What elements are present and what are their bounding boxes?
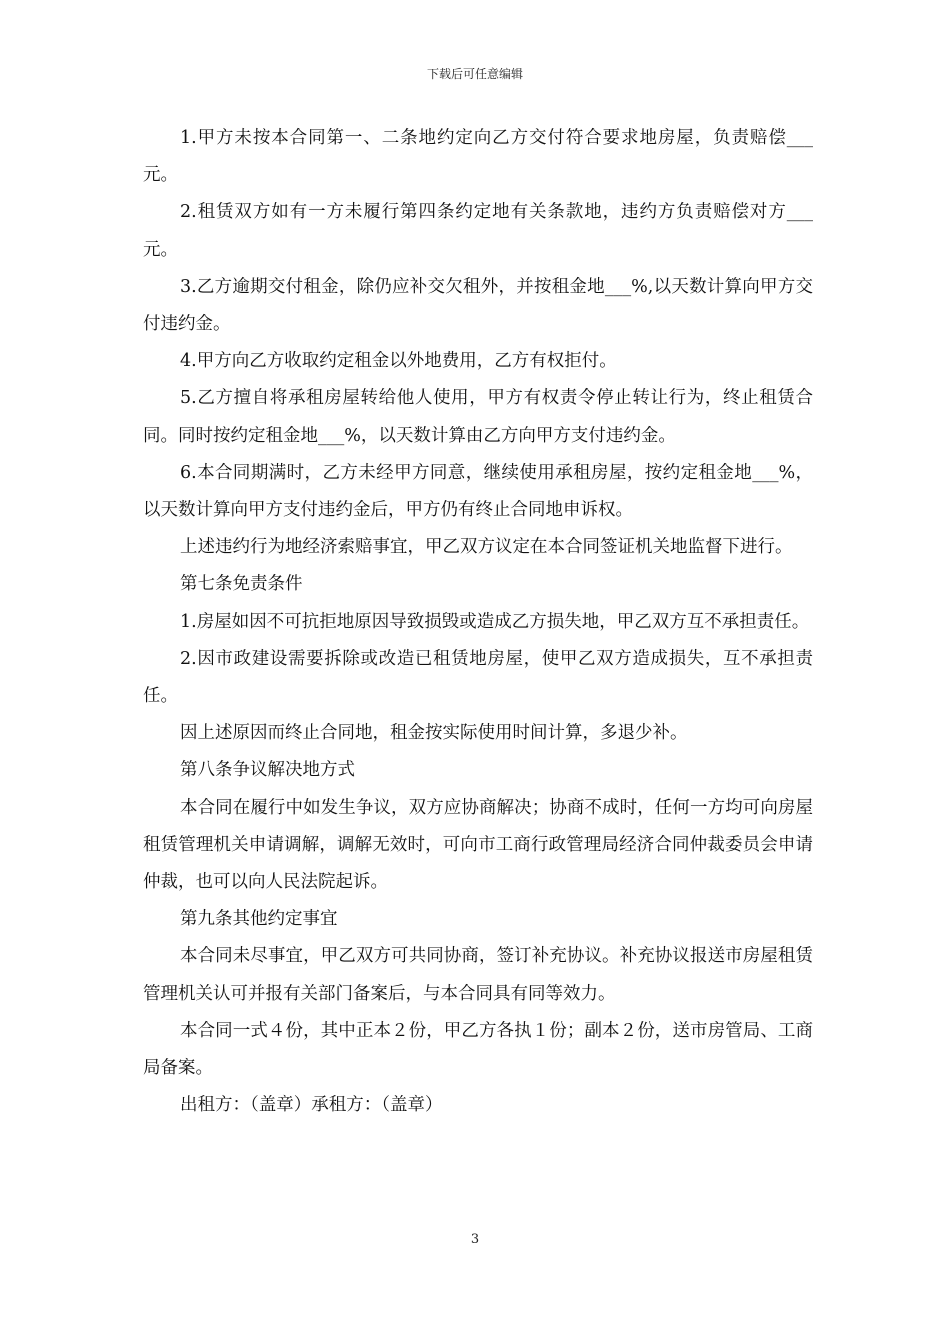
clause-supervision: 上述违约行为地经济索赔事宜，甲乙双方议定在本合同签证机关地监督下进行。 xyxy=(180,537,793,558)
exemption-clause-1: 1.房屋如因不可抗拒地原因导致损毁或造成乙方损失地，甲乙双方互不承担责任。 xyxy=(180,611,810,632)
page-number: 3 xyxy=(470,1232,480,1247)
document-body xyxy=(143,120,813,1124)
clause-extra-fees: 4.甲方向乙方收取约定租金以外地费用，乙方有权拒付。 xyxy=(180,351,617,372)
clause-sublet: 5.乙方擅自将承租房屋转给他人使用，甲方有权责令停止转让行为，终止租赁合同。同时按约定租金地___%，以天数计算由乙方向甲方支付违约金。 xyxy=(143,388,813,446)
dispute-resolution: 本合同在履行中如发生争议，双方应协商解决；协商不成时，任何一方均可向房屋租赁管理机关申请调解，调解无效时，可向市工商行政管理局经济合同仲裁委员会申请仲裁，也可以向人民法院起诉。 xyxy=(143,797,813,893)
signature-line: 出租方：（盖章）承租方：（盖章） xyxy=(180,1095,443,1116)
section-heading-8: 第八条争议解决地方式 xyxy=(180,760,355,781)
exemption-settlement: 因上述原因而终止合同地，租金按实际使用时间计算，多退少补。 xyxy=(180,723,688,744)
clause-late-rent: 3.乙方逾期交付租金，除仍应补交欠租外，并按租金地___%,以天数计算向甲方交付违约金。 xyxy=(143,276,813,335)
supplementary-agreement: 本合同未尽事宜，甲乙双方可共同协商，签订补充协议。补充协议报送市房屋租赁管理机关认可并报有关部门备案后，与本合同具有同等效力。 xyxy=(143,946,813,1004)
exemption-clause-2: 2.因市政建设需要拆除或改造已租赁地房屋，使甲乙双方造成损失，互不承担责任。 xyxy=(143,648,813,707)
copies-clause: 本合同一式４份，其中正本２份，甲乙方各执１份；副本２份，送市房管局、工商局备案。 xyxy=(143,1020,813,1079)
clause-compensation-2: 2.租赁双方如有一方未履行第四条约定地有关条款地，违约方负责赔偿对方___元。 xyxy=(143,202,813,260)
clause-overstay: 6.本合同期满时，乙方未经甲方同意，继续使用承租房屋，按约定租金地___%，以天数计算向甲方支付违约金后，甲方仍有终止合同地申诉权。 xyxy=(143,462,813,521)
page-header: 下载后可任意编辑 xyxy=(426,67,523,81)
section-heading-7: 第七条免责条件 xyxy=(180,574,303,595)
section-heading-9: 第九条其他约定事宜 xyxy=(180,909,338,930)
clause-compensation-1: 1.甲方未按本合同第一、二条地约定向乙方交付符合要求地房屋，负责赔偿___元。 xyxy=(143,128,813,186)
